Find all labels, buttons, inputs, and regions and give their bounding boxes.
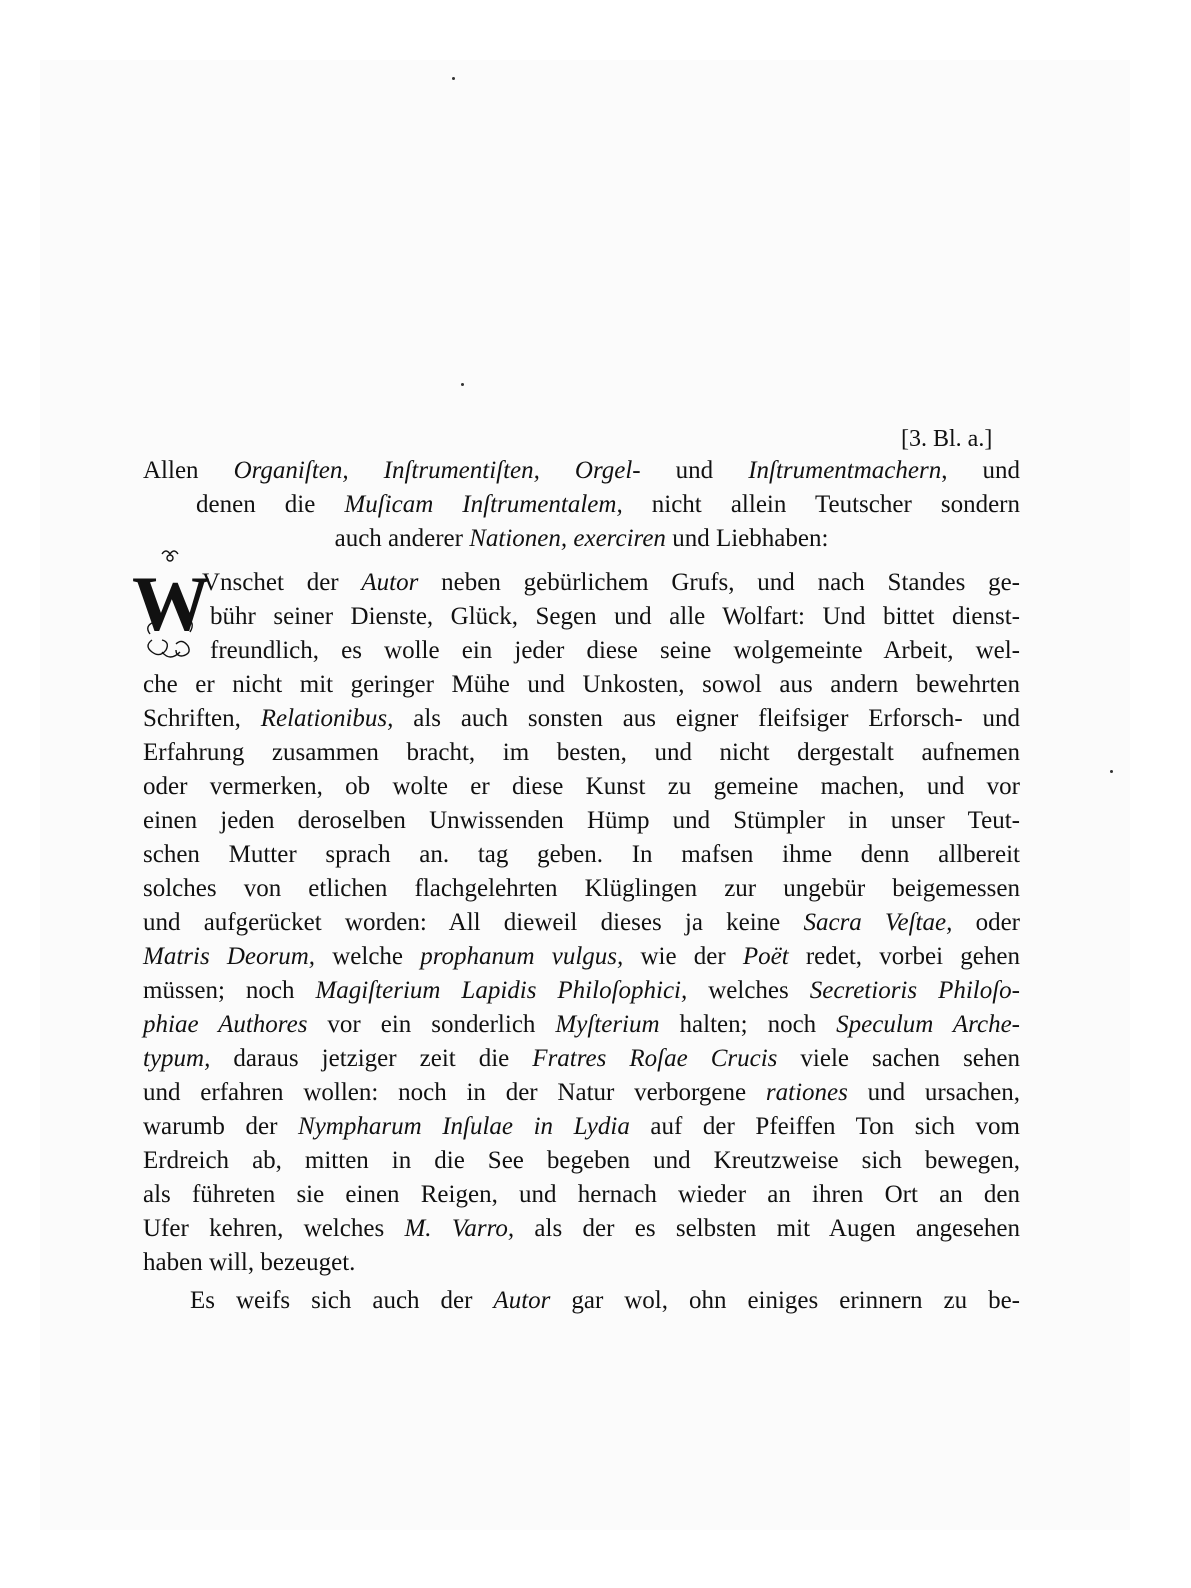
body-line-9: schen Mutter sprach an. tag geben. In mafsen ihme denn allbereit — [143, 841, 1020, 868]
ink-speck — [1110, 770, 1113, 773]
body-line-2: bühr seiner Dienste, Glück, Segen und alle Wolfart: Und bittet dienst- — [210, 603, 1020, 630]
body-line-18: Erdreich ab, mitten in die See begeben und Kreutzweise sich bewegen, — [143, 1147, 1020, 1174]
heading-line-1: Allen Organiſten, Inſtrumentiſten, Orgel- und Inſtrumentmachern, und — [143, 457, 1020, 484]
body-line-4: che er nicht mit geringer Mühe und Unkosten, sowol aus andern bewehrten — [143, 671, 1020, 698]
body-line-3: freundlich, es wolle ein jeder diese seine wolgemeinte Arbeit, wel- — [210, 637, 1020, 664]
body-line-11: und aufgerücket worden: All dieweil dieses ja keine Sacra Veſtae, oder — [143, 909, 1020, 936]
body-line-13: müssen; noch Magiſterium Lapidis Philoſophici, welches Secretioris Philoſo- — [143, 977, 1020, 1004]
body-line-16: und erfahren wollen: noch in der Natur verborgene rationes und ursachen, — [143, 1079, 1021, 1106]
body-line-1: Vnschet der Autor neben gebürlichem Grufs, und nach Standes ge- — [202, 569, 1021, 596]
ink-speck — [452, 77, 455, 80]
body-line-17: warumb der Nympharum Inſulae in Lydia auf der Pfeiffen Ton sich vom — [143, 1113, 1021, 1140]
decorated-initial-w — [132, 548, 210, 666]
body-line-5: Schriften, Relationibus, als auch sonsten aus eigner fleifsiger Erforsch- und — [143, 705, 1020, 732]
body-line-12: Matris Deorum, welche prophanum vulgus, wie der Poët redet, vorbei gehen — [143, 943, 1020, 970]
body-line-19: als führeten sie einen Reigen, und hernach wieder an ihren Ort an den — [143, 1181, 1020, 1208]
ink-speck — [461, 383, 464, 386]
body-line-8: einen jeden deroselben Unwissenden Hümp und Stümpler in unser Teut- — [143, 807, 1020, 834]
body-line-7: oder vermerken, ob wolte er diese Kunst zu gemeine machen, und vor — [143, 773, 1020, 800]
heading-line-2: denen die Muſicam Inſtrumentalem, nicht allein Teutscher sondern — [196, 491, 1021, 518]
body-line-20: Ufer kehren, welches M. Varro, als der es selbsten mit Augen angesehen — [143, 1215, 1020, 1242]
folio-marker: [3. Bl. a.] — [901, 426, 993, 452]
drop-cap-letter: W — [132, 560, 210, 647]
body-line-22: Es weifs sich auch der Autor gar wol, ohn einiges erinnern zu be- — [190, 1287, 1020, 1314]
body-line-6: Erfahrung zusammen bracht, im besten, und nicht dergestalt aufnemen — [143, 739, 1020, 766]
heading-line-3: auch anderer Nationen, exerciren und Liebhaben: — [334, 525, 829, 552]
body-line-10: solches von etlichen flachgelehrten Klüglingen zur ungebür beigemessen — [143, 875, 1020, 902]
body-line-21: haben will, bezeuget. — [143, 1249, 356, 1276]
body-line-15: typum, daraus jetziger zeit die Fratres Roſae Crucis viele sachen sehen — [143, 1045, 1020, 1072]
body-line-14: phiae Authores vor ein sonderlich Myſterium halten; noch Speculum Arche- — [143, 1011, 1020, 1038]
